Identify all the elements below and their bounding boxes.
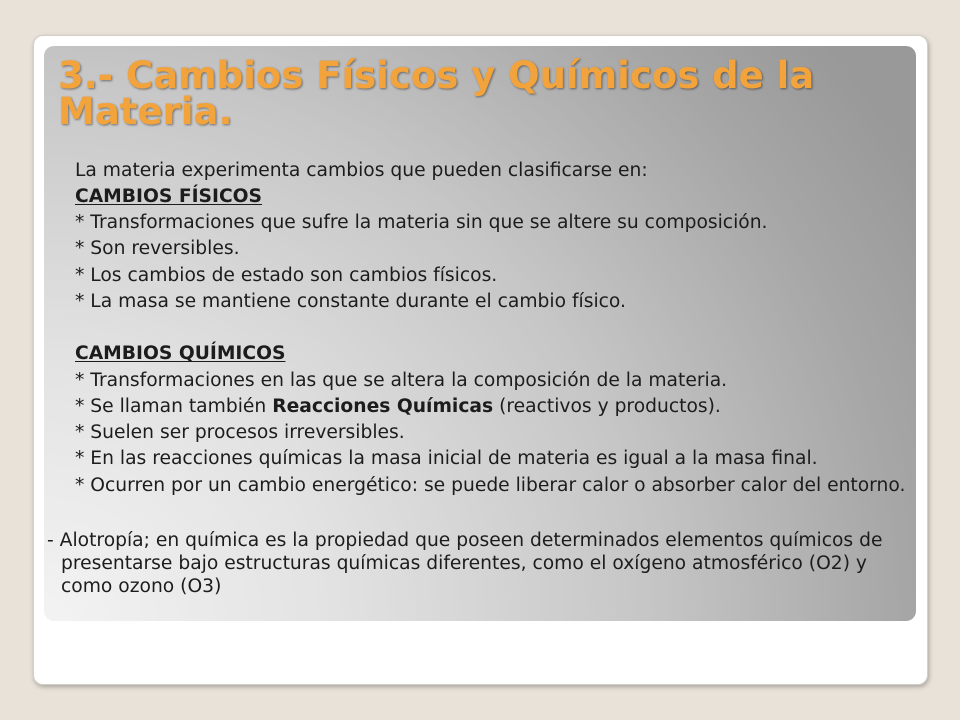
- intro-text: La materia experimenta cambios que pueden clasificarse en:: [75, 159, 648, 181]
- allotropy-note: [47, 529, 882, 598]
- slide-body: [75, 158, 905, 499]
- chemical-change-item: * En las reacciones químicas la masa inicial de materia es igual a la masa final.: [75, 448, 818, 470]
- chemical-change-item: * Suelen ser procesos irreversibles.: [75, 422, 405, 443]
- chemical-change-item: [75, 394, 905, 420]
- allotropy-line: como ozono (O3): [61, 576, 222, 597]
- physical-change-item: * Son reversibles.: [75, 238, 240, 260]
- emphasized-term: Reacciones Químicas: [272, 395, 494, 417]
- item-text: * Se llaman también: [75, 395, 273, 417]
- physical-change-item: * Los cambios de estado son cambios físicos.: [75, 264, 498, 286]
- physical-changes-heading: CAMBIOS FÍSICOS: [75, 185, 263, 207]
- spacer: [75, 315, 905, 341]
- chemical-change-item: * Transformaciones en las que se altera la composición de la materia.: [75, 369, 728, 391]
- physical-change-item: * La masa se mantiene constante durante el cambio físico.: [75, 290, 626, 312]
- allotropy-line: - Alotropía; en química es la propiedad que poseen determinados elementos químicos de: [47, 530, 883, 551]
- allotropy-line: presentarse bajo estructuras químicas diferentes, como el oxígeno atmosférico (O2) y: [61, 553, 867, 574]
- content-panel: [44, 46, 916, 621]
- item-text: (reactivos y productos).: [493, 395, 721, 417]
- physical-change-item: * Transformaciones que sufre la materia sin que se altere su composición.: [75, 212, 768, 233]
- chemical-change-item: * Ocurren por un cambio energético: se puede liberar calor o absorber calor del entorno.: [75, 474, 906, 496]
- slide-title: 3.- Cambios Físicos y Químicos de la Materia.: [58, 54, 815, 133]
- chemical-changes-heading: CAMBIOS QUÍMICOS: [75, 343, 286, 365]
